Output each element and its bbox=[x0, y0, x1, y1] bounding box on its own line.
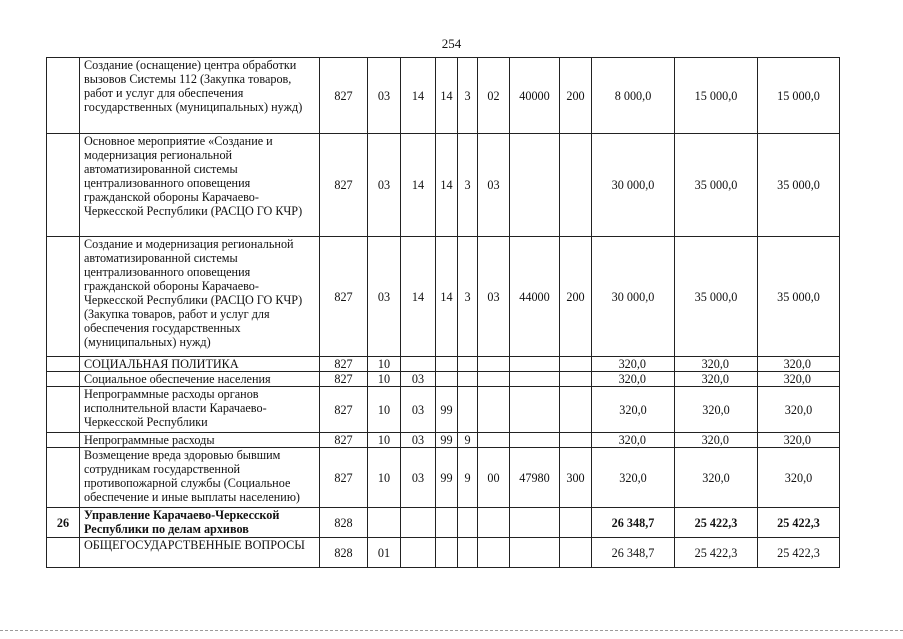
code-rz: 10 bbox=[368, 387, 401, 433]
code-ved: 828 bbox=[320, 508, 368, 538]
code-pr: 03 bbox=[401, 448, 436, 508]
row-number bbox=[47, 134, 80, 237]
code-csr-2: 9 bbox=[458, 448, 478, 508]
code-vr bbox=[560, 387, 592, 433]
code-ved: 827 bbox=[320, 448, 368, 508]
code-csr-4 bbox=[510, 372, 560, 387]
code-csr-4: 40000 bbox=[510, 58, 560, 134]
code-csr-4 bbox=[510, 387, 560, 433]
code-csr-1: 14 bbox=[436, 58, 458, 134]
code-vr bbox=[560, 134, 592, 237]
code-csr-2 bbox=[458, 387, 478, 433]
row-name: Создание (оснащение) центра обработки вызовов Системы 112 (Закупка товаров, работ и услуг для обеспечения государственных (муниципальных) нужд) bbox=[80, 58, 320, 134]
code-vr bbox=[560, 372, 592, 387]
amount-year-1: 320,0 bbox=[592, 448, 675, 508]
code-rz: 03 bbox=[368, 134, 401, 237]
code-csr-1 bbox=[436, 357, 458, 372]
amount-year-1: 320,0 bbox=[592, 433, 675, 448]
code-csr-1: 99 bbox=[436, 448, 458, 508]
code-csr-4 bbox=[510, 538, 560, 568]
table-row bbox=[47, 58, 840, 134]
budget-table bbox=[46, 57, 840, 568]
amount-year-3: 35 000,0 bbox=[758, 237, 840, 357]
amount-year-3: 35 000,0 bbox=[758, 134, 840, 237]
code-csr-3 bbox=[478, 357, 510, 372]
amount-year-3: 320,0 bbox=[758, 448, 840, 508]
table-row bbox=[47, 237, 840, 357]
row-number bbox=[47, 237, 80, 357]
code-csr-3: 02 bbox=[478, 58, 510, 134]
row-number bbox=[47, 448, 80, 508]
code-csr-3 bbox=[478, 387, 510, 433]
code-rz: 01 bbox=[368, 538, 401, 568]
code-ved: 827 bbox=[320, 237, 368, 357]
amount-year-3: 25 422,3 bbox=[758, 538, 840, 568]
code-csr-4 bbox=[510, 357, 560, 372]
code-pr: 03 bbox=[401, 433, 436, 448]
code-vr: 200 bbox=[560, 237, 592, 357]
table-row bbox=[47, 433, 840, 448]
code-vr bbox=[560, 357, 592, 372]
code-csr-2 bbox=[458, 508, 478, 538]
table-row bbox=[47, 372, 840, 387]
code-pr: 14 bbox=[401, 134, 436, 237]
row-name: Непрограммные расходы органов исполнительной власти Карачаево-Черкесской Республики bbox=[80, 387, 320, 433]
amount-year-2: 35 000,0 bbox=[675, 134, 758, 237]
amount-year-2: 320,0 bbox=[675, 433, 758, 448]
code-csr-4 bbox=[510, 134, 560, 237]
code-pr bbox=[401, 357, 436, 372]
code-csr-2: 3 bbox=[458, 58, 478, 134]
amount-year-1: 320,0 bbox=[592, 372, 675, 387]
row-number bbox=[47, 538, 80, 568]
code-csr-3: 03 bbox=[478, 237, 510, 357]
code-rz: 10 bbox=[368, 372, 401, 387]
table-row bbox=[47, 448, 840, 508]
code-csr-2: 3 bbox=[458, 237, 478, 357]
code-csr-1 bbox=[436, 508, 458, 538]
code-pr: 14 bbox=[401, 237, 436, 357]
code-rz: 03 bbox=[368, 58, 401, 134]
row-number bbox=[47, 387, 80, 433]
amount-year-2: 25 422,3 bbox=[675, 508, 758, 538]
code-ved: 827 bbox=[320, 433, 368, 448]
code-ved: 827 bbox=[320, 387, 368, 433]
amount-year-2: 320,0 bbox=[675, 357, 758, 372]
amount-year-2: 320,0 bbox=[675, 372, 758, 387]
code-csr-3: 00 bbox=[478, 448, 510, 508]
amount-year-1: 30 000,0 bbox=[592, 237, 675, 357]
row-number bbox=[47, 58, 80, 134]
code-csr-2 bbox=[458, 357, 478, 372]
code-rz: 10 bbox=[368, 448, 401, 508]
code-csr-3 bbox=[478, 508, 510, 538]
amount-year-1: 320,0 bbox=[592, 387, 675, 433]
amount-year-2: 320,0 bbox=[675, 387, 758, 433]
row-number bbox=[47, 372, 80, 387]
amount-year-2: 320,0 bbox=[675, 448, 758, 508]
row-name: Основное мероприятие «Создание и модернизация региональной автоматизированной системы централизованного оповещения гражданской обороны Карачаево-Черкесской Республики (РАСЦО ГО КЧР) bbox=[80, 134, 320, 237]
amount-year-3: 25 422,3 bbox=[758, 508, 840, 538]
code-ved: 827 bbox=[320, 372, 368, 387]
code-csr-3: 03 bbox=[478, 134, 510, 237]
code-ved: 827 bbox=[320, 134, 368, 237]
code-vr: 300 bbox=[560, 448, 592, 508]
table-row bbox=[47, 508, 840, 538]
code-csr-4: 47980 bbox=[510, 448, 560, 508]
code-csr-1 bbox=[436, 372, 458, 387]
amount-year-2: 35 000,0 bbox=[675, 237, 758, 357]
code-pr bbox=[401, 538, 436, 568]
table-row bbox=[47, 357, 840, 372]
amount-year-3: 320,0 bbox=[758, 372, 840, 387]
code-pr bbox=[401, 508, 436, 538]
page-number: 254 bbox=[441, 36, 462, 51]
code-csr-4 bbox=[510, 508, 560, 538]
code-csr-1: 99 bbox=[436, 387, 458, 433]
table-row bbox=[47, 538, 840, 568]
amount-year-1: 30 000,0 bbox=[592, 134, 675, 237]
code-rz bbox=[368, 508, 401, 538]
code-rz: 03 bbox=[368, 237, 401, 357]
code-rz: 10 bbox=[368, 433, 401, 448]
code-ved: 827 bbox=[320, 357, 368, 372]
code-csr-4 bbox=[510, 433, 560, 448]
row-name: Создание и модернизация региональной автоматизированной системы централизованного оповещения гражданской обороны Карачаево-Черкесской Республики (РАСЦО ГО КЧР) (Закупка товаров, работ и услуг для обеспечения государственных (муниципальных) нужд) bbox=[80, 237, 320, 357]
code-csr-1: 14 bbox=[436, 134, 458, 237]
code-csr-2: 9 bbox=[458, 433, 478, 448]
code-csr-3 bbox=[478, 433, 510, 448]
row-number bbox=[47, 433, 80, 448]
amount-year-1: 26 348,7 bbox=[592, 538, 675, 568]
code-csr-2 bbox=[458, 538, 478, 568]
code-csr-2: 3 bbox=[458, 134, 478, 237]
code-vr bbox=[560, 538, 592, 568]
code-csr-2 bbox=[458, 372, 478, 387]
code-csr-1: 14 bbox=[436, 237, 458, 357]
amount-year-1: 26 348,7 bbox=[592, 508, 675, 538]
row-name: Непрограммные расходы bbox=[80, 433, 320, 448]
code-csr-1: 99 bbox=[436, 433, 458, 448]
code-csr-3 bbox=[478, 538, 510, 568]
code-pr: 03 bbox=[401, 372, 436, 387]
row-name: СОЦИАЛЬНАЯ ПОЛИТИКА bbox=[80, 357, 320, 372]
amount-year-1: 8 000,0 bbox=[592, 58, 675, 134]
row-name: Управление Карачаево-Черкесской Республики по делам архивов bbox=[80, 508, 320, 538]
code-vr: 200 bbox=[560, 58, 592, 134]
row-number bbox=[47, 357, 80, 372]
row-number: 26 bbox=[47, 508, 80, 538]
row-name: Социальное обеспечение населения bbox=[80, 372, 320, 387]
row-name: Возмещение вреда здоровью бывшим сотрудникам государственной противопожарной службы (Социальное обеспечение и иные выплаты населению) bbox=[80, 448, 320, 508]
code-vr bbox=[560, 508, 592, 538]
code-csr-1 bbox=[436, 538, 458, 568]
table-row bbox=[47, 134, 840, 237]
code-rz: 10 bbox=[368, 357, 401, 372]
code-ved: 827 bbox=[320, 58, 368, 134]
amount-year-3: 320,0 bbox=[758, 433, 840, 448]
code-vr bbox=[560, 433, 592, 448]
scan-edge-line bbox=[0, 630, 903, 631]
code-pr: 03 bbox=[401, 387, 436, 433]
code-csr-4: 44000 bbox=[510, 237, 560, 357]
amount-year-3: 15 000,0 bbox=[758, 58, 840, 134]
code-csr-3 bbox=[478, 372, 510, 387]
code-pr: 14 bbox=[401, 58, 436, 134]
amount-year-2: 15 000,0 bbox=[675, 58, 758, 134]
amount-year-2: 25 422,3 bbox=[675, 538, 758, 568]
amount-year-3: 320,0 bbox=[758, 357, 840, 372]
amount-year-3: 320,0 bbox=[758, 387, 840, 433]
code-ved: 828 bbox=[320, 538, 368, 568]
row-name: ОБЩЕГОСУДАРСТВЕННЫЕ ВОПРОСЫ bbox=[80, 538, 320, 568]
amount-year-1: 320,0 bbox=[592, 357, 675, 372]
table-row bbox=[47, 387, 840, 433]
